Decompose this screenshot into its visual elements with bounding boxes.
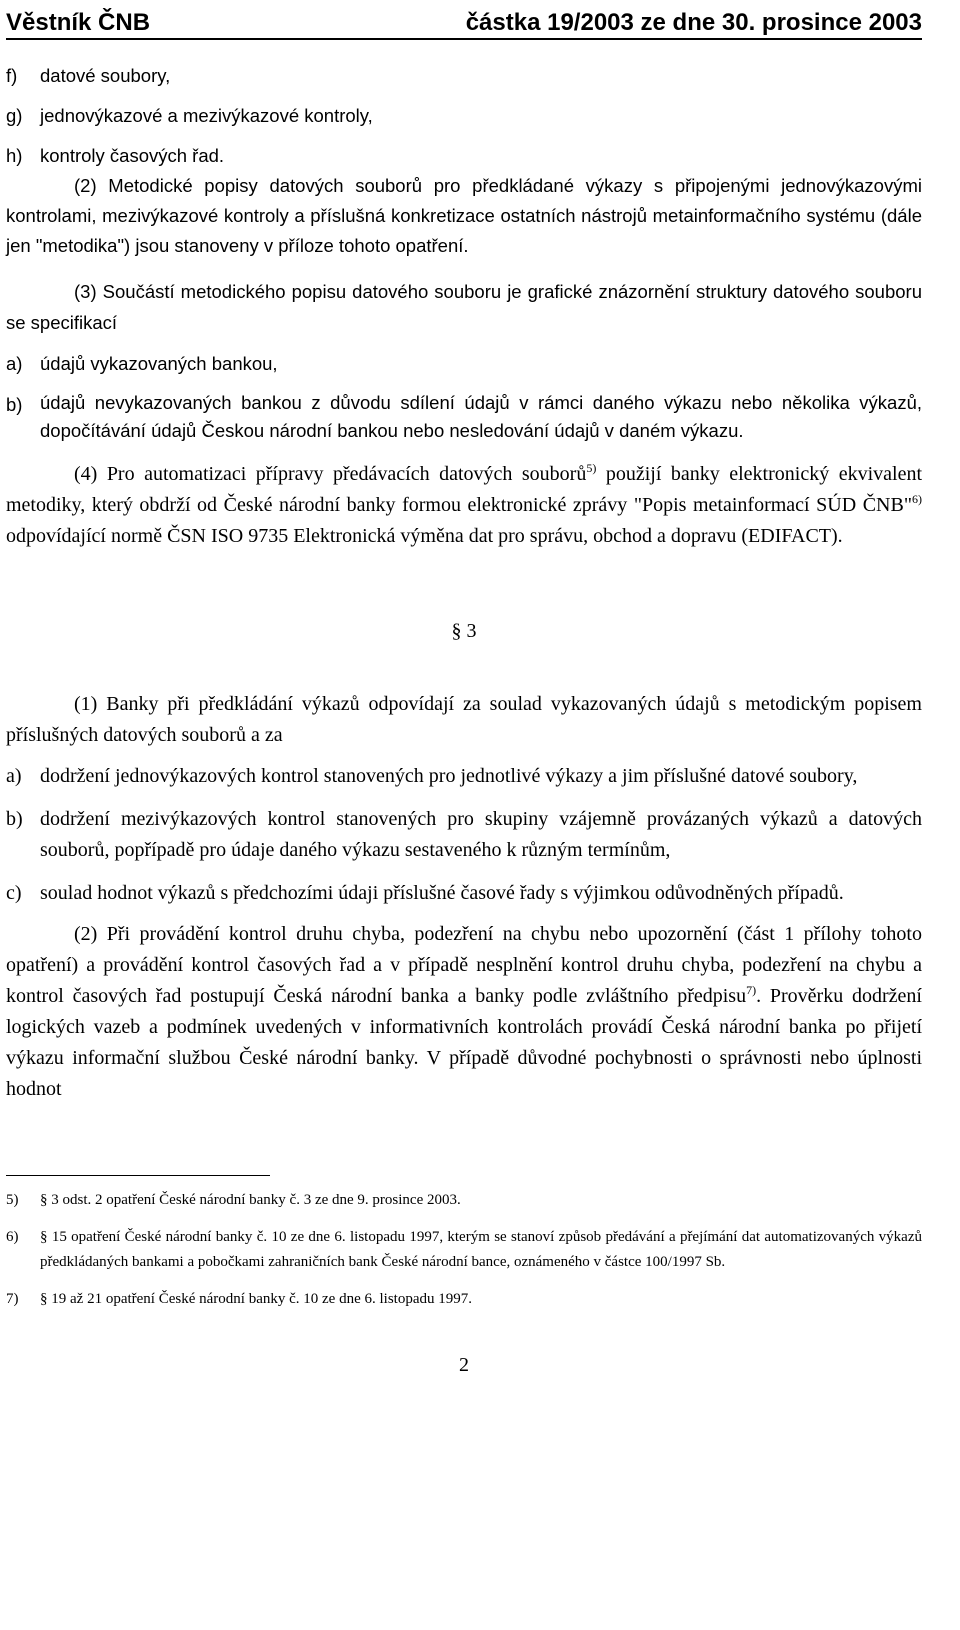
section3-paragraph-2: (2) Při provádění kontrol druhu chyba, podezření na chybu nebo upozornění (část 1 přílohy tohoto opatření) a provádění kontrol časových řad a v případě nesplnění kontrol druhu chyba, podezření na chybu a kontrol časových řad postupují Česká národní banka a banky podle zvláštního předpisu$^{7)}$. Prověrku dodržení logických vazeb a podmínek uvedených v informativních kontrolách provádí Česká národní banka po přijetí výkazu informační službou České národní banky. V případě důvodné pochybnosti o správnosti nebo úplnosti hodnot — [6, 923, 922, 1100]
footnote: 6) § 15 opatření České národní banky č. 10 ze dne 6. listopadu 1997, kterým se stanoví způsob předávání a přejímání dat automatizovaných výkazů předkládaných bankami a pobočkami zahraničních bank České národní bance, oznámeného v částce 100/1997 Sb. — [6, 1229, 922, 1270]
list-item: g) jednovýkazové a mezivýkazové kontroly, — [6, 105, 373, 126]
section3-paragraph-1: (1) Banky při předkládání výkazů odpovídají za soulad vykazovaných údajů s metodickým popisem příslušných datových souborů a za — [6, 693, 922, 746]
footnote-ref: 7) — [746, 983, 757, 997]
footnote: 7) § 19 až 21 opatření České národní banky č. 10 ze dne 6. listopadu 1997. — [6, 1291, 472, 1307]
journal-title: Věstník ČNB — [6, 9, 151, 36]
paragraph-2: (2) Metodické popisy datových souborů pro předkládané výkazy s připojenými jednovýkazovými kontrolami, mezivýkazové kontroly a příslušná konkretizace ostatních nástrojů metainformačního systému (dále jen "metodika") jsou stanoveny v příloze tohoto opatření. — [6, 175, 922, 256]
section-heading: § 3 — [451, 620, 477, 642]
footnote-ref: 5) — [586, 461, 597, 475]
list-item: c) soulad hodnot výkazů s předchozími údaji příslušné časové řady s výjimkou odůvodněných případů. — [6, 882, 844, 904]
footnote-ref: 6) — [912, 492, 922, 506]
footnote-separator — [6, 1175, 270, 1176]
paragraph-4: (4) Pro automatizaci přípravy předávacích datových souborů$^{5)}$ použijí banky elektronický ekvivalent metodiky, který obdrží od České národní banky formou elektronické zprávy "Popis metainformací SÚD ČNB"$^{6)}$ odpovídající normě ČSN ISO 9735 Elektronická výměna dat pro správu, obchod a dopravu (EDIFACT). — [6, 461, 922, 547]
footnote: 5) § 3 odst. 2 opatření České národní banky č. 3 ze dne 9. prosince 2003. — [6, 1192, 461, 1208]
list-item: b) dodržení mezivýkazových kontrol stanovených pro skupiny vzájemně provázaných výkazů a datových souborů, popřípadě pro údaje daného výkazu sestaveného k různým termínům, — [6, 808, 922, 861]
list-item: a) dodržení jednovýkazových kontrol stanovených pro jednotlivé výkazy a jim příslušné datové soubory, — [6, 765, 858, 787]
footnotes — [6, 1188, 922, 1312]
list-item: f) datové soubory, — [6, 65, 171, 86]
issue-info: částka 19/2003 ze dne 30. prosince 2003 — [465, 9, 922, 36]
list-item: h) kontroly časových řad. — [6, 145, 225, 166]
paragraph-3-list — [6, 348, 922, 445]
top-list — [6, 60, 922, 171]
section3-list — [6, 761, 922, 909]
page-header — [6, 0, 922, 40]
paragraph-3: (3) Součástí metodického popisu datového souboru je grafické znázornění struktury datového souboru se specifikací — [6, 281, 922, 333]
list-item: b) údajů nevykazovaných bankou z důvodu sdílení údajů v rámci daného výkazu nebo několika výkazů, dopočítávání údajů Českou národní bankou nebo nesledování údajů v daném výkazu. — [6, 392, 922, 441]
document-page — [6, 0, 922, 1381]
page-number: 2 — [459, 1354, 469, 1376]
list-item: a) údajů vykazovaných bankou, — [6, 353, 278, 374]
